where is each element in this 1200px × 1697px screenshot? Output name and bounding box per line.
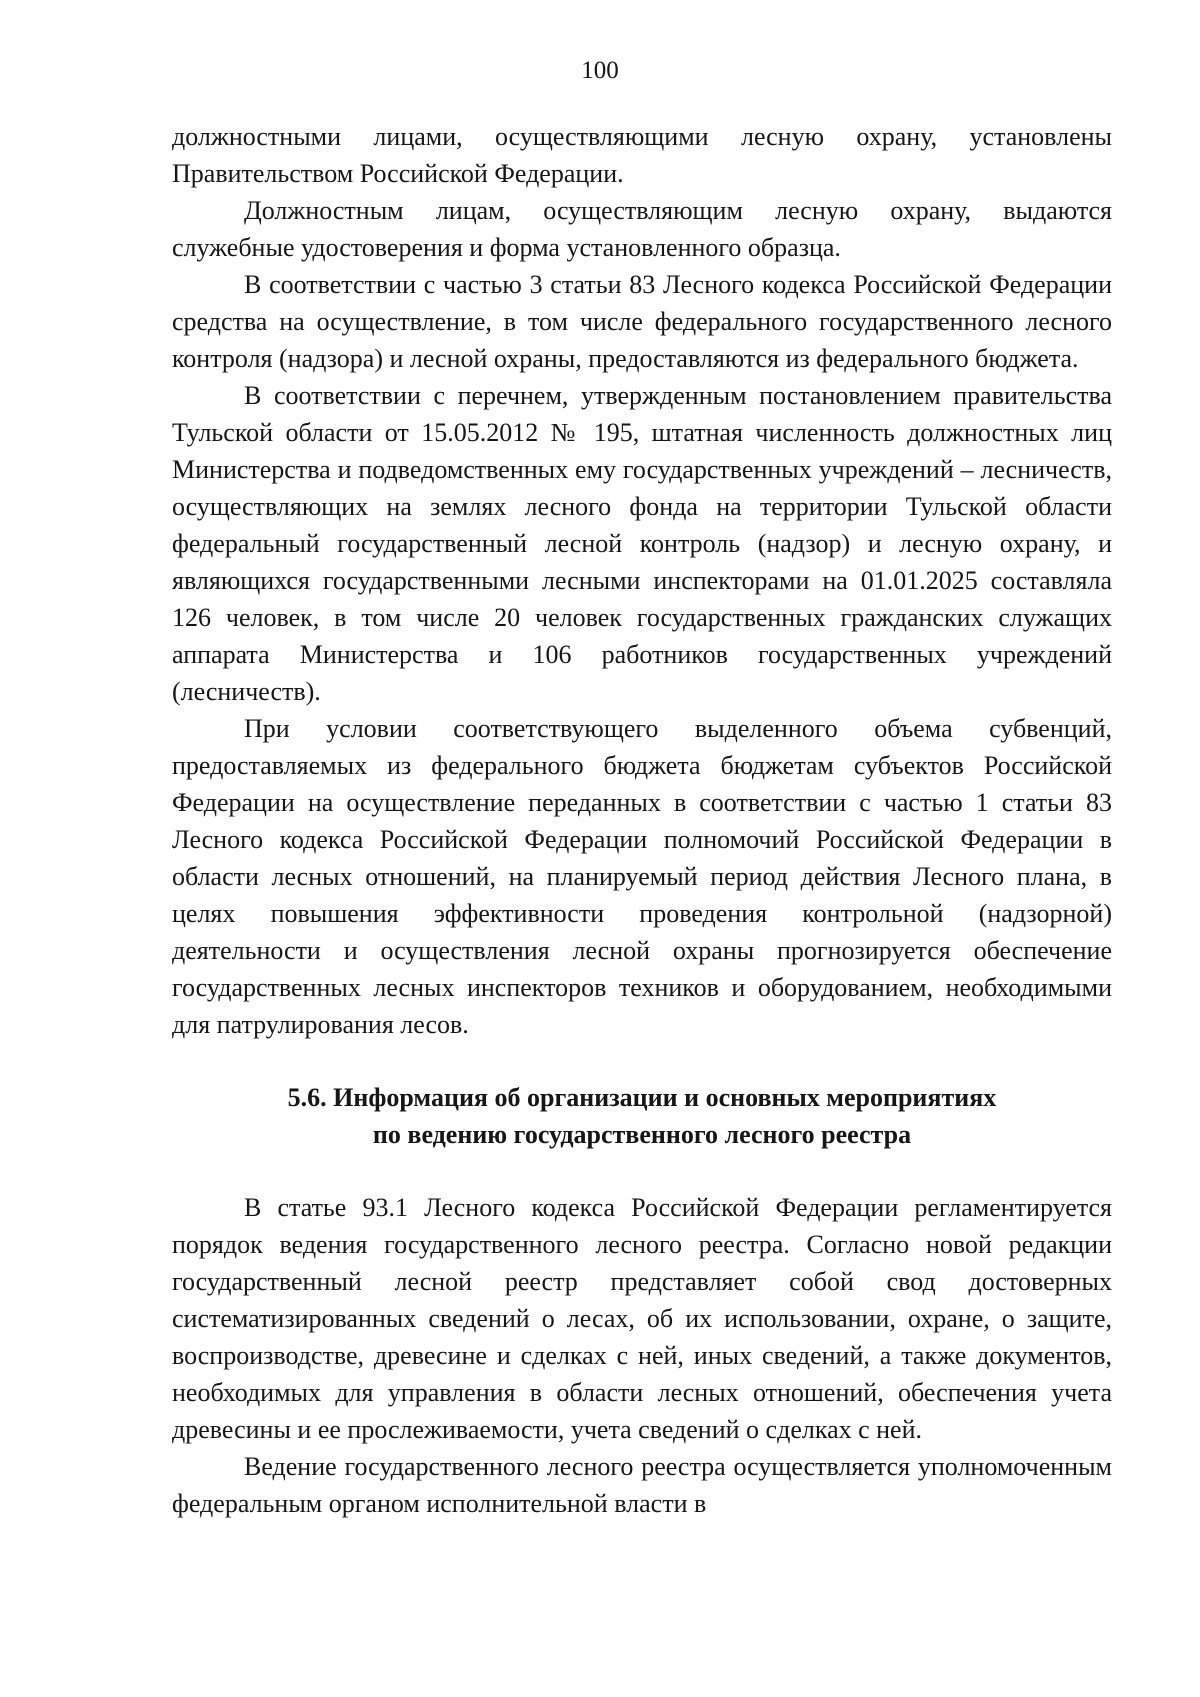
paragraph-funding: В соответствии с частью 3 статьи 83 Лесного кодекса Российской Федерации средства на осуществление, в том числе федерального государственного лесного контроля (надзора) и лесной охраны, предоставляются из федерального бюджета. bbox=[172, 270, 1112, 373]
page-number: 100 bbox=[581, 57, 619, 84]
paragraph-certificates: Должностным лицам, осуществляющим лесную охрану, выдаются служебные удостоверения и форма установленного образца. bbox=[172, 196, 1112, 262]
section-heading bbox=[172, 1079, 1112, 1153]
paragraph-staff: В соответствии с перечнем, утвержденным постановлением правительства Тульской области от 15.05.2012 № 195, штатная численность должностных лиц Министерства и подведомственных ему государственных учреждений – лесничеств, осуществляющих на землях лесного фонда на территории Тульской области федеральный государственный лесной контроль (надзор) и лесную охрану, и являющихся государственными лесными инспекторами на 01.01.2025 составляла 126 человек, в том числе 20 человек государственных гражданских служащих аппарата Министерства и 106 работников государственных учреждений (лесничеств). bbox=[172, 381, 1112, 706]
paragraph-registry-definition: В статье 93.1 Лесного кодекса Российской Федерации регламентируется порядок ведения государственного лесного реестра. Согласно новой редакции государственный лесной реестр представляет собой свод достоверных систематизированных сведений о лесах, об их использовании, охране, о защите, воспроизводстве, древесине и сделках с ней, иных сведений, а также документов, необходимых для управления в области лесных отношений, обеспечения учета древесины и ее прослеживаемости, учета сведений о сделках с ней. bbox=[172, 1193, 1112, 1444]
paragraph-subventions: При условии соответствующего выделенного объема субвенций, предоставляемых из федерального бюджета бюджетам субъектов Российской Федерации на осуществление переданных в соответствии с частью 1 статьи 83 Лесного кодекса Российской Федерации полномочий Российской Федерации в области лесных отношений, на планируемый период действия Лесного плана, в целях повышения эффективности проведения контрольной (надзорной) деятельности и осуществления лесной охраны прогнозируется обеспечение государственных лесных инспекторов техников и оборудованием, необходимыми для патрулирования лесов. bbox=[172, 714, 1112, 1039]
paragraph-registry-maintenance: Ведение государственного лесного реестра осуществляется уполномоченным федеральным органом исполнительной власти в bbox=[172, 1452, 1112, 1518]
section-heading-line-1: 5.6. Информация об организации и основных мероприятиях bbox=[287, 1083, 997, 1112]
document-body bbox=[172, 118, 1112, 1522]
section-heading-line-2: по ведению государственного лесного реестра bbox=[372, 1120, 912, 1149]
paragraph-continuation: должностными лицами, осуществляющими лесную охрану, установлены Правительством Российской Федерации. bbox=[172, 122, 1112, 188]
